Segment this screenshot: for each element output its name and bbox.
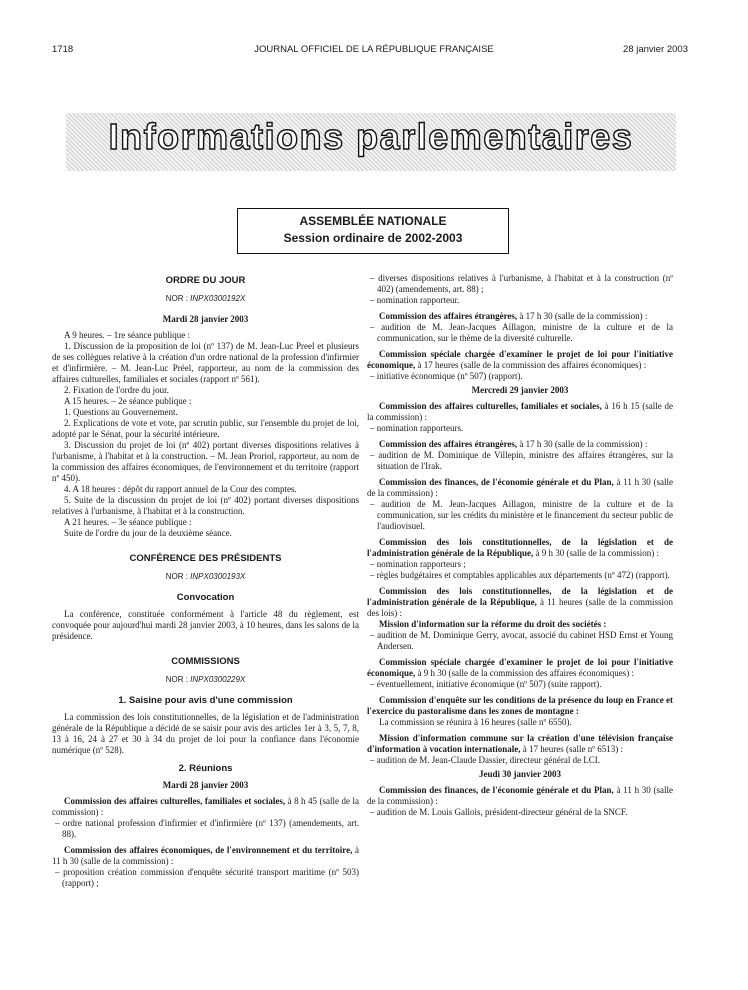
ordre-line: 1. Questions au Gouvernement. [64, 407, 178, 417]
agenda-item: – nomination rapporteur. [370, 295, 460, 305]
commission-name: Commission des lois constitutionnelles, de la législation et de l'administration générale de la République, [367, 586, 673, 607]
commission-time: à 9 h 30 (salle de la commission) : [533, 548, 659, 558]
commission-entry [367, 733, 673, 755]
assembly-box [237, 208, 509, 254]
conference-title: CONFÉRENCE DES PRÉSIDENTS [129, 553, 282, 564]
right-column [367, 273, 673, 818]
commission-name: Commission spéciale chargée d'examiner le projet de loi pour l'initiative économique, [367, 657, 673, 678]
mission-title: Mission d'information sur la réforme du droit des sociétés : [379, 619, 607, 629]
ordre-line: 4. A 18 heures : dépôt du rapport annuel de la Cour des comptes. [64, 484, 297, 494]
agenda-item: – règles budgétaires et comptables applicables aux départements (nº 472) (rapport). [370, 570, 670, 580]
agenda-item: – nomination rapporteurs. [370, 423, 464, 433]
commission-entry [367, 311, 673, 322]
commission-name: Mission d'information commune sur la création d'une télévision française d'information à vocation internationale, [367, 733, 673, 754]
agenda-item: – nomination rapporteurs ; [370, 559, 466, 569]
commission-time: à 9 h 30 (salle de la commission des affaires économiques) : [415, 668, 635, 678]
commissions-title: COMMISSIONS [171, 656, 240, 667]
commission-name: Commission des affaires culturelles, familiales et sociales, [64, 796, 286, 806]
commission-name: Commission des affaires culturelles, familiales et sociales, [379, 401, 602, 411]
commission-entry [367, 586, 673, 619]
session-name: Session ordinaire de 2002-2003 [283, 231, 463, 245]
ordre-nor [52, 293, 359, 304]
commission-time: à 16 h 15 (salle de la commission) : [367, 401, 673, 422]
commission-name: Commission des affaires étrangères, [379, 439, 518, 449]
commission-time: à 11 h 30 (salle de la commission) : [367, 785, 673, 806]
assembly-name: ASSEMBLÉE NATIONALE [299, 214, 447, 228]
commission-entry [367, 439, 673, 450]
agenda-item: – proposition création commission d'enquête sécurité transport maritime (nº 503) (rapport) ; [55, 867, 359, 888]
agenda-item: – audition de M. Jean-Jacques Aillagon, ministre de la culture et de la communication, sur le thème de la diversité culturelle. [370, 322, 673, 343]
agenda-item: – audition de M. Dominique Gerry, avocat, associé du cabinet HSD Ernst et Young Andersen. [370, 630, 673, 651]
issue-date: 28 janvier 2003 [623, 44, 688, 55]
commission-time: à 11 h 30 (salle de la commission) : [52, 845, 359, 866]
agenda-item: – diverses dispositions relatives à l'urbanisme, à l'habitat et à la construction (nº 402) (amendements, art. 88) ; [370, 273, 673, 294]
wednesday-date: Mercredi 29 janvier 2003 [471, 385, 569, 395]
ordre-line: A 21 heures. – 3e séance publique : [64, 517, 192, 527]
thursday-date: Jeudi 30 janvier 2003 [478, 769, 562, 779]
conference-subtitle: Convocation [176, 592, 235, 603]
commission-entry [367, 785, 673, 807]
commission-entry [367, 349, 673, 371]
commission-time: à 8 h 45 (salle de la commission) : [52, 796, 360, 817]
commission-entry [367, 657, 673, 679]
saisine-title: 1. Saisine pour avis d'une commission [118, 695, 293, 706]
nor-code: INPX0300229X [190, 675, 246, 684]
commissions-nor [52, 674, 359, 685]
ordre-line: Suite de l'ordre du jour de la deuxième séance. [64, 528, 232, 538]
commission-name: Commission des lois constitutionnelles, de la législation et de l'administration générale de la République, [367, 537, 673, 558]
commission-time: à 11 h 30 (salle de la commission) : [367, 477, 673, 498]
reunions-title: 2. Réunions [178, 763, 233, 774]
commission-entry [367, 401, 673, 423]
agenda-item: – éventuellement, initiative économique (nº 507) (suite rapport). [370, 679, 602, 689]
ordre-date: Mardi 28 janvier 2003 [162, 314, 249, 324]
agenda-item: – audition de M. Dominique de Villepin, ministre des affaires étrangères, sur la situation de l'Irak. [370, 450, 673, 471]
commission-time: à 17 h 30 (salle de la commission) : [517, 439, 648, 449]
agenda-item: La commission se réunira à 16 heures (salle nº 6550). [379, 717, 572, 727]
saisine-text: La commission des lois constitutionnelles, de la législation et de l'administration générale de la République a décidé de se saisir pour avis des articles 1er à 3, 5, 7, 8, 13 à 16, 24 à 27 et 30 à 34 du projet de loi pour la confiance dans l'économie numérique (nº 528). [52, 712, 359, 755]
ordre-line: A 9 heures. – 1re séance publique : [64, 330, 190, 340]
ordre-line: 3. Discussion du projet de loi (nº 402) portant diverses dispositions relatives à l'urbanisme, à l'habitat et à la construction. – M. Jean Proriol, rapporteur, au nom de la commission des affaires économiques, de l'environnement et du territoire (rapport nº 450). [52, 440, 359, 483]
commission-time: à 17 heures (salle de la commission des affaires économiques) : [415, 360, 647, 370]
commission-name: Commission des affaires étrangères, [379, 311, 518, 321]
banner-title: Informations parlementaires [108, 116, 634, 157]
ordre-line: 5. Suite de la discussion du projet de loi (nº 402) portant diverses dispositions relatives à l'urbanisme, à l'habitat et à la construction. [52, 495, 359, 516]
commission-entry [52, 845, 359, 867]
commission-name: Commission des finances, de l'économie générale et du Plan, [379, 477, 614, 487]
nor-code: INPX0300193X [190, 572, 246, 581]
agenda-item: – ordre national profession d'infirmier et d'infirmière (nº 137) (amendements, art. 88). [55, 818, 359, 839]
ordre-line: A 15 heures. – 2e séance publique : [64, 396, 192, 406]
commission-time: à 17 h 30 (salle de la commission) : [517, 311, 648, 321]
commission-entry [367, 477, 673, 499]
agenda-item: – initiative économique (nº 507) (rapport). [370, 371, 523, 381]
commission-time: à 11 heures (salle de la commission des lois) : [367, 597, 673, 618]
ordre-line: 2. Explications de vote et vote, par scrutin public, sur l'ensemble du projet de loi, adopté par le Sénat, pour la sécurité intérieure. [52, 418, 359, 439]
reunions-date: Mardi 28 janvier 2003 [162, 780, 249, 790]
left-column [52, 273, 359, 889]
conference-text: La conférence, constituée conformément à l'article 48 du règlement, est convoquée pour aujourd'hui mardi 28 janvier 2003, à 10 heures, dans les salons de la présidence. [52, 609, 359, 641]
commission-entry [52, 796, 359, 818]
commission-name: Commission des affaires économiques, de l'environnement et du territoire, [64, 845, 353, 855]
nor-prefix: NOR : [165, 294, 191, 303]
agenda-item: – audition de M. Louis Gallois, président-directeur général de la SNCF. [370, 807, 628, 817]
agenda-item: – audition de M. Jean-Claude Dassier, directeur général de LCI. [370, 755, 601, 765]
agenda-item: – audition de M. Jean-Jacques Aillagon, ministre de la culture et de la communication, sur les crédits du ministère et le financement du secteur public de l'audiovisuel. [370, 499, 673, 531]
commission-entry: Commission d'enquête sur les conditions de la présence du loup en France et l'exercice du pastoralisme dans les zones de montagne : [367, 695, 673, 716]
ordre-line: 1. Discussion de la proposition de loi (nº 137) de M. Jean-Luc Preel et plusieurs de ses collègues relative à la création d'un ordre national de la profession d'infirmier et d'infirmière. – M. Jean-Luc Préel, rapporteur, au nom de la commission des affaires culturelles, familiales et sociales (rapport nº 561). [52, 341, 359, 384]
commission-time: à 17 heures (salle nº 6513) : [520, 744, 624, 754]
ordre-title: ORDRE DU JOUR [165, 275, 246, 286]
conference-nor [52, 571, 359, 582]
nor-prefix: NOR : [165, 572, 191, 581]
commission-name: Commission des finances, de l'économie générale et du Plan, [379, 785, 614, 795]
commission-name: Commission spéciale chargée d'examiner le projet de loi pour l'initiative économique, [367, 349, 673, 370]
page-number: 1718 [52, 44, 74, 55]
nor-prefix: NOR : [165, 675, 191, 684]
nor-code: INPX0300192X [190, 294, 246, 303]
commission-entry [367, 537, 673, 559]
ordre-line: 2. Fixation de l'ordre du jour. [64, 385, 169, 395]
publication-title: JOURNAL OFFICIEL DE LA RÉPUBLIQUE FRANÇAISE [254, 44, 494, 55]
